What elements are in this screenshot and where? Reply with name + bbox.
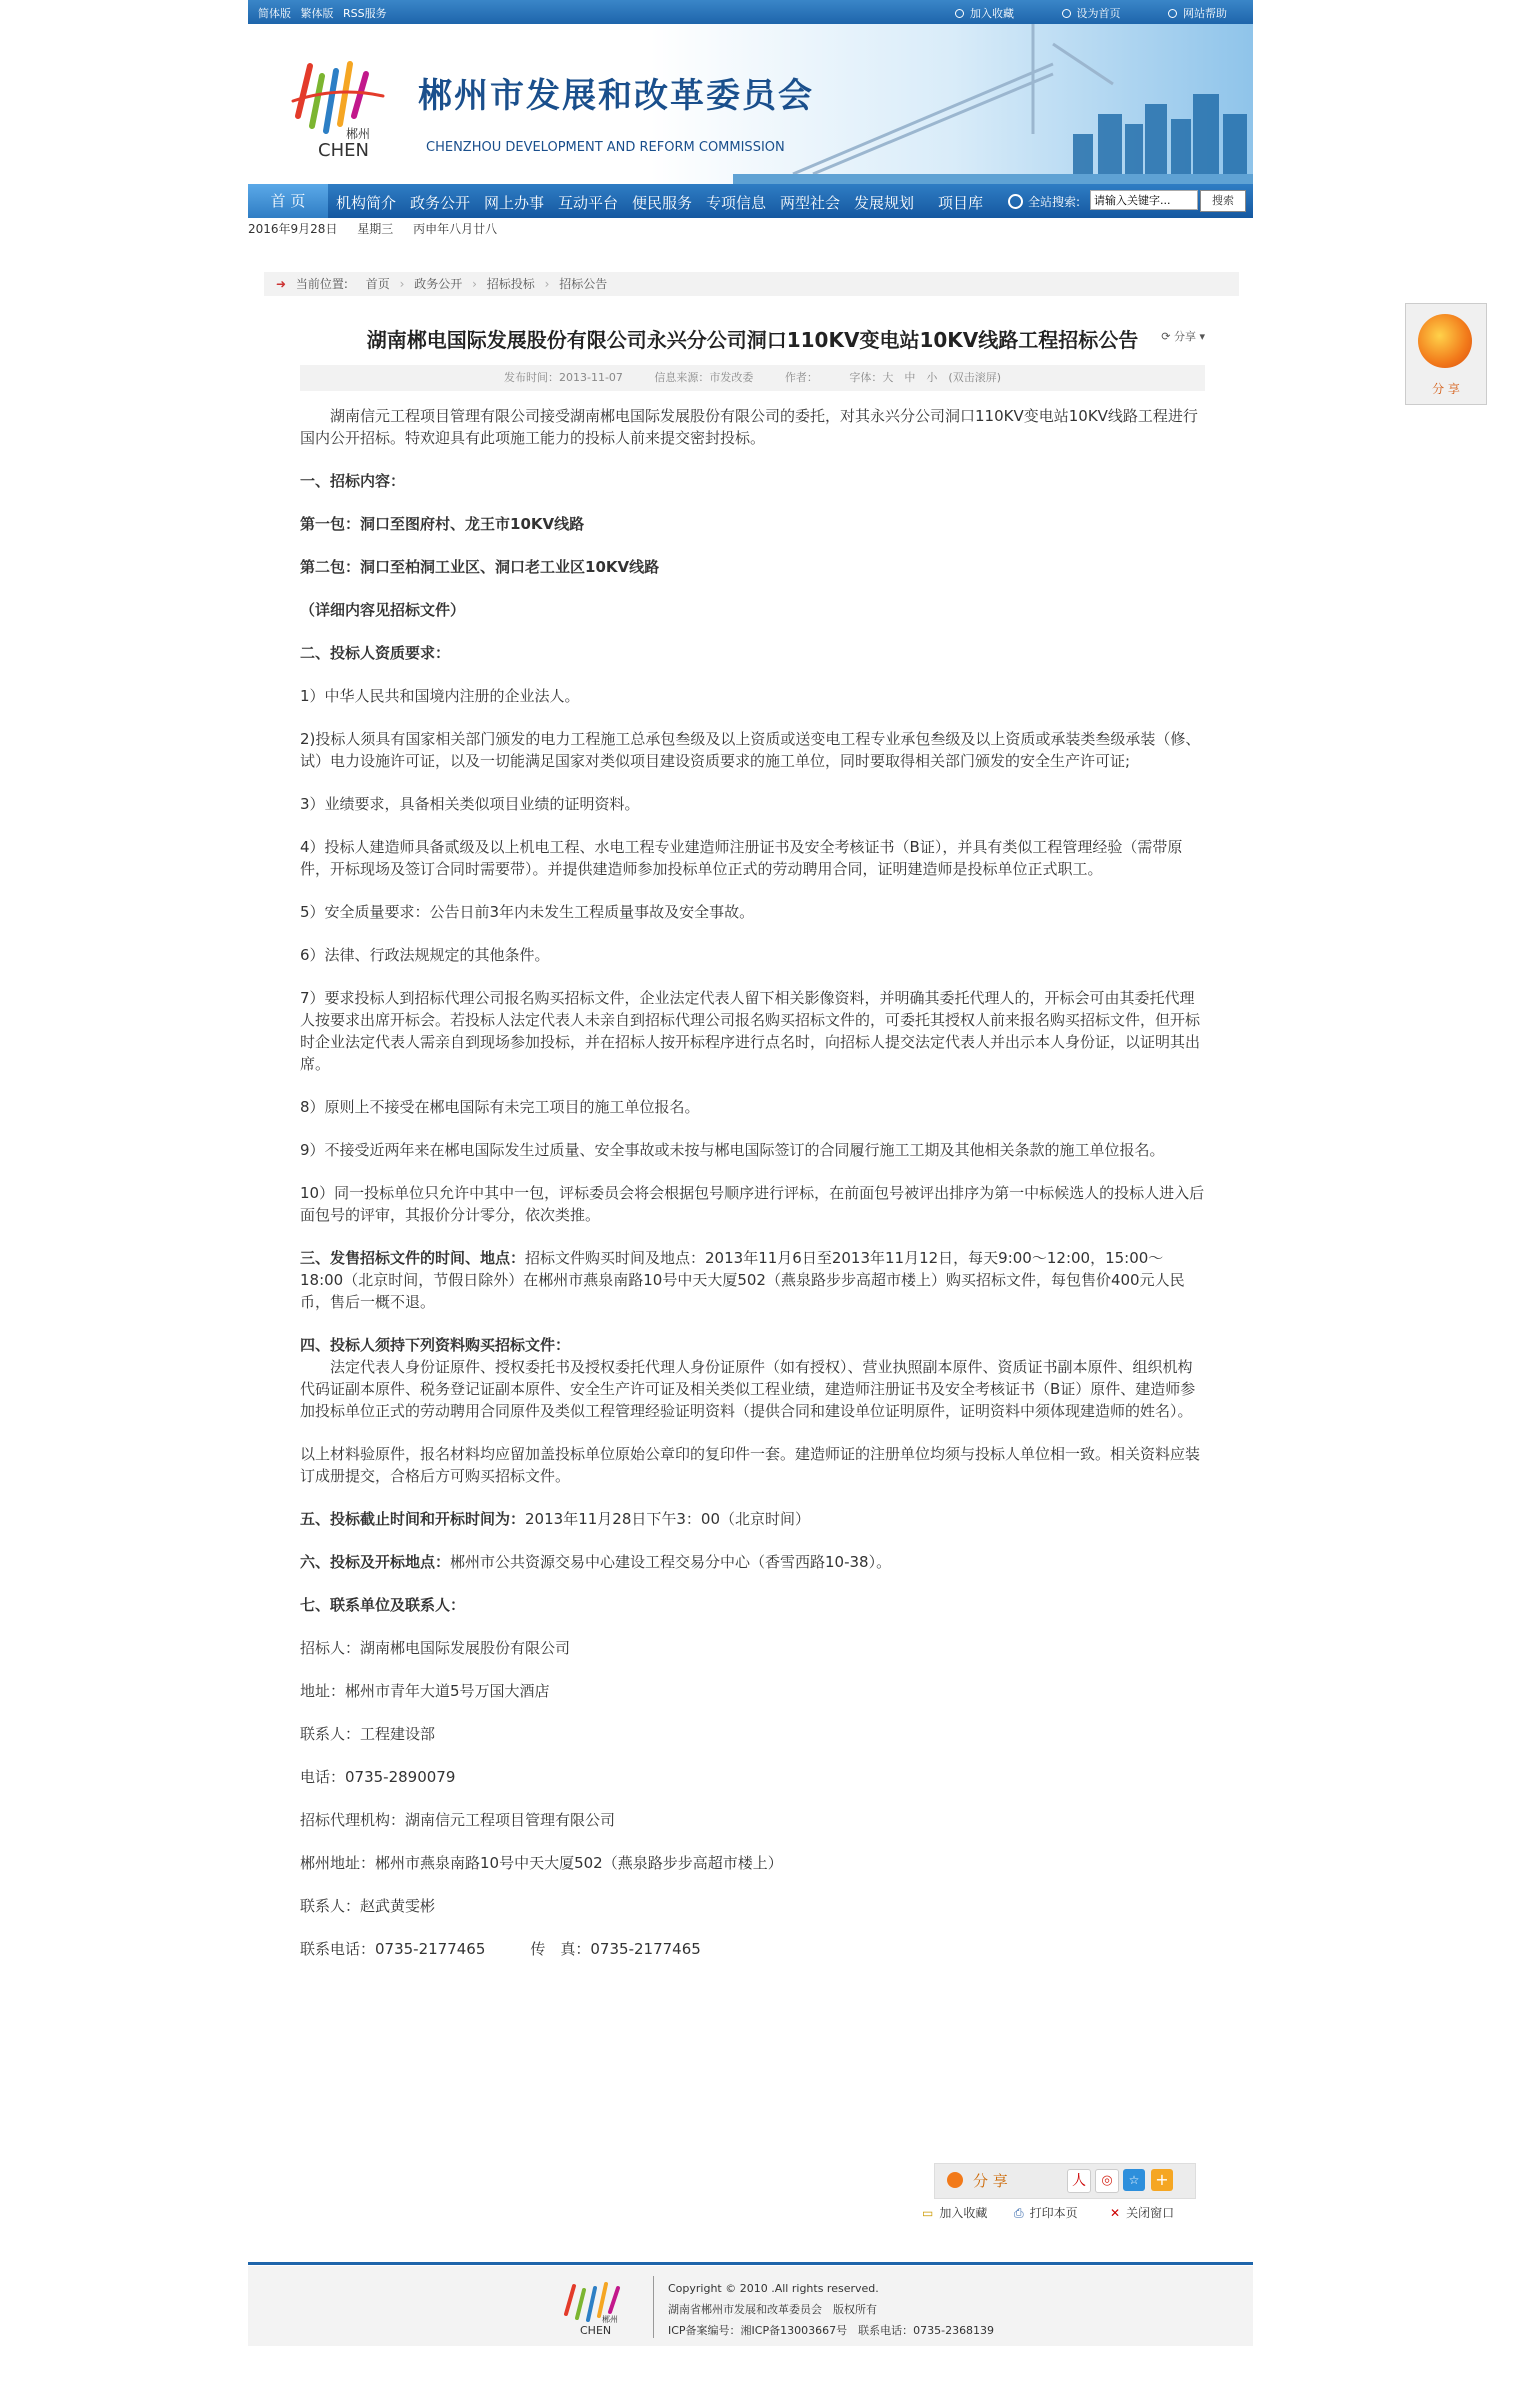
article-paragraph: 2)投标人须具有国家相关部门颁发的电力工程施工总承包叁级及以上资质或送变电工程专业承包叁级及以上资质或承装类叁级承装（修、试）电力设施许可证，以及一切能满足国家对类似项目建设资质要求的施工单位，同时要取得相关部门颁发的安全生产许可证; xyxy=(300,730,1201,770)
article-paragraph: 二、投标人资质要求： xyxy=(300,644,451,662)
paragraph-gap xyxy=(300,1659,1205,1680)
share-label[interactable]: 分 享 xyxy=(947,2170,1008,2191)
chevron-right-icon: › xyxy=(472,277,477,291)
more-icon[interactable]: + xyxy=(1151,2169,1173,2191)
paragraph-gap xyxy=(300,966,1205,987)
nav-item-special-info[interactable]: 专项信息 xyxy=(706,194,767,212)
article-paragraph: （详细内容见招标文件） xyxy=(300,601,466,619)
lunar-date: 丙申年八月廿八 xyxy=(413,222,498,236)
article-paragraph: 4）投标人建造师具备贰级及以上机电工程、水电工程专业建造师注册证书及安全考核证书（B证），并具有类似工程管理经验（需带原件，开标现场及签订合同时需要带）。并提供建造师参加投标单位正式的劳动聘用合同，证明建造师是投标单位正式职工。 xyxy=(300,838,1183,878)
article-paragraph xyxy=(300,1508,1205,1530)
share-logo-icon xyxy=(947,2172,963,2188)
paragraph-gap xyxy=(300,923,1205,944)
paragraph-gap xyxy=(300,1118,1205,1139)
nav-item-about[interactable]: 机构简介 xyxy=(336,194,397,212)
search-input[interactable] xyxy=(1090,190,1198,210)
paragraph-gap xyxy=(300,1573,1205,1594)
article-body xyxy=(300,405,1205,1960)
quick-links xyxy=(911,5,1227,21)
paragraph-gap xyxy=(300,1874,1205,1895)
article-paragraph: 1）中华人民共和国境内注册的企业法人。 xyxy=(300,687,580,705)
share-bar xyxy=(934,2163,1196,2199)
paragraph-gap xyxy=(300,1075,1205,1096)
circle-icon xyxy=(1062,9,1071,18)
paragraph-gap xyxy=(300,1530,1205,1551)
info-source: 信息来源：市发改委 xyxy=(654,371,754,384)
article-paragraph: 9）不接受近两年来在郴电国际发生过质量、安全事故或未按与郴电国际签订的合同履行施工工期及其他相关条款的施工单位报名。 xyxy=(300,1141,1165,1159)
article-paragraph: 地址：郴州市青年大道5号万国大酒店 xyxy=(300,1682,550,1700)
breadcrumb-gov-affairs[interactable]: 政务公开 xyxy=(414,277,463,291)
nav-item-online-service[interactable]: 网上办事 xyxy=(484,194,545,212)
add-favorite-util[interactable]: ▭ 加入收藏 xyxy=(922,2206,988,2220)
paragraph-gap xyxy=(300,772,1205,793)
share-logo-icon xyxy=(1418,314,1472,368)
article-paragraph: 5）安全质量要求：公告日前3年内未发生工程质量事故及安全事故。 xyxy=(300,903,755,921)
paragraph-gap xyxy=(300,449,1205,470)
article-paragraph: 电话：0735-2890079 xyxy=(300,1768,456,1786)
print-page-util[interactable]: ⎙ 打印本页 xyxy=(1014,2206,1078,2220)
nav-home[interactable]: 首 页 xyxy=(248,184,328,218)
article-paragraph xyxy=(300,1247,1205,1313)
article xyxy=(300,300,1205,1960)
nav-item-project-library[interactable]: 项目库 xyxy=(938,194,984,212)
add-favorite-link[interactable]: 加入收藏 xyxy=(955,7,1014,20)
site-title: 郴州市发展和改革委员会 xyxy=(418,76,814,116)
paragraph-gap xyxy=(300,578,1205,599)
lang-traditional[interactable]: 繁体版 xyxy=(300,7,334,20)
article-paragraph xyxy=(300,1334,1205,1422)
article-paragraph: 一、招标内容： xyxy=(300,472,406,490)
section-heading: 六、投标及开标地点： xyxy=(300,1553,451,1571)
author: 作者： xyxy=(784,371,818,384)
article-title-text: 湖南郴电国际发展股份有限公司永兴分公司洞口110KV变电站10KV线路工程招标公告 xyxy=(366,328,1139,352)
section-heading: 四、投标人须持下列资料购买招标文件： xyxy=(300,1336,571,1354)
article-paragraph: 第二包：洞口至柏洞工业区、洞口老工业区10KV线路 xyxy=(300,558,660,576)
nav-item-interaction[interactable]: 互动平台 xyxy=(558,194,619,212)
article-paragraph: 七、联系单位及联系人： xyxy=(300,1596,466,1614)
article-paragraph: 以上材料验原件，报名材料均应留加盖投标单位原始公章印的复印件一套。建造师证的注册单位均须与投标人单位相一致。相关资料应装订成册提交，合格后方可购买招标文件。 xyxy=(300,1445,1201,1485)
circle-icon xyxy=(1168,9,1177,18)
section-heading: 三、发售招标文件的时间、地点： xyxy=(300,1249,526,1267)
page-wrapper xyxy=(248,0,1253,2337)
site-help-link[interactable]: 网站帮助 xyxy=(1168,7,1227,20)
search-icon xyxy=(1008,194,1023,209)
top-bar xyxy=(248,0,1253,24)
printer-icon: ⎙ xyxy=(1014,2206,1024,2220)
footer-text xyxy=(668,2278,994,2341)
paragraph-gap xyxy=(300,492,1205,513)
breadcrumb xyxy=(264,272,1239,296)
svg-text:郴州: 郴州 xyxy=(346,127,371,141)
breadcrumb-bid-notice[interactable]: 招标公告 xyxy=(559,277,608,291)
owner: 湖南省郴州市发展和改革委员会 版权所有 xyxy=(668,2303,877,2316)
article-paragraph xyxy=(300,1551,1205,1573)
chevron-right-icon: › xyxy=(544,277,550,291)
article-paragraph: 6）法律、行政法规规定的其他条件。 xyxy=(300,946,550,964)
paragraph-gap xyxy=(300,621,1205,642)
rss-link[interactable]: RSS服务 xyxy=(343,7,387,20)
article-paragraph: 联系电话：0735-2177465 传 真：0735-2177465 xyxy=(300,1940,701,1958)
paragraph-gap xyxy=(300,1788,1205,1809)
section-text: 招标文件购买时间及地点：2013年11月6日至2013年11月12日，每天9:00～12:00，15:00～18:00（北京时间，节假日除外）在郴州市燕泉南路10号中天大厦502（燕泉路步步高超市楼上）购买招标文件，每包售价400元人民币，售后一概不退。 xyxy=(300,1249,1185,1311)
paragraph-gap xyxy=(300,707,1205,728)
footer-divider xyxy=(248,2262,1253,2265)
svg-text:郴州: 郴州 xyxy=(602,2315,618,2324)
paragraph-gap xyxy=(300,1616,1205,1637)
date-bar xyxy=(248,218,1253,240)
chevron-right-icon: › xyxy=(399,277,405,291)
article-paragraph: 招标人：湖南郴电国际发展股份有限公司 xyxy=(300,1639,571,1657)
article-paragraph: 第一包：洞口至图府村、龙王市10KV线路 xyxy=(300,515,585,533)
current-weekday: 星期三 xyxy=(357,222,394,236)
article-paragraph: 湖南信元工程项目管理有限公司接受湖南郴电国际发展股份有限公司的委托，对其永兴分公司洞口110KV变电站10KV线路工程进行国内公开招标。特欢迎具有此项施工能力的投标人前来提交密封投标。 xyxy=(300,407,1198,447)
paragraph-gap xyxy=(300,1226,1205,1247)
current-date: 2016年9月28日 xyxy=(248,222,338,236)
close-icon: ✕ xyxy=(1110,2206,1121,2220)
renren-icon[interactable]: 人 xyxy=(1067,2169,1091,2193)
section-text: 郴州市公共资源交易中心建设工程交易分中心（香雪西路10-38）。 xyxy=(450,1553,892,1571)
paragraph-gap xyxy=(300,1422,1205,1443)
copyright: Copyright © 2010 .All rights reserved. xyxy=(668,2282,879,2295)
paragraph-gap xyxy=(300,880,1205,901)
paragraph-gap xyxy=(300,1313,1205,1334)
banner-skyline-graphic xyxy=(733,24,1253,184)
svg-text:CHEN: CHEN xyxy=(580,2324,612,2337)
paragraph-gap xyxy=(300,815,1205,836)
paragraph-gap xyxy=(300,664,1205,685)
svg-text:CHEN: CHEN xyxy=(318,140,369,161)
weibo-icon[interactable]: ◎ xyxy=(1095,2169,1119,2193)
article-paragraph: 联系人：工程建设部 xyxy=(300,1725,436,1743)
section-heading: 五、投标截止时间和开标时间为： xyxy=(300,1510,526,1528)
article-paragraph: 3）业绩要求，具备相关类似项目业绩的证明资料。 xyxy=(300,795,640,813)
article-meta xyxy=(300,365,1205,391)
footer-logo xyxy=(558,2278,638,2338)
share-small-button[interactable]: ⟳ 分享 ▾ xyxy=(1161,330,1205,343)
floating-share-label: 分 享 xyxy=(1432,382,1460,396)
article-paragraph: 10）同一投标单位只允许中其中一包，评标委员会将会根据包号顺序进行评标，在前面包号被评出排序为第一中标候选人的投标人进入后面包号的评审，其报价分计零分，依次类推。 xyxy=(300,1184,1205,1224)
article-paragraph: 招标代理机构：湖南信元工程项目管理有限公司 xyxy=(300,1811,616,1829)
paragraph-gap xyxy=(300,1917,1205,1938)
folder-icon: ▭ xyxy=(922,2206,934,2220)
section-text: 法定代表人身份证原件、授权委托书及授权委托代理人身份证原件（如有授权）、营业执照副本原件、资质证书副本原件、组织机构代码证副本原件、税务登记证副本原件、安全生产许可证及相关类似工程业绩，建造师注册证书及安全考核证书（B证）原件、建造师参加投标单位正式的劳动聘用合同原件及类似工程管理经验证明资料（提供合同和建设单位证明原件，证明资料中须体现建造师的姓名）。 xyxy=(300,1358,1196,1420)
article-paragraph: 7）要求投标人到招标代理公司报名购买招标文件，企业法定代表人留下相关影像资料，并明确其委托代理人的，开标会可由其委托代理人按要求出席开标会。若投标人法定代表人未亲自到招标代理公司报名购买招标文件的，可委托其授权人前来报名购买招标文件，但开标时企业法定代表人需亲自到现场参加投标，并在招标人按开标程序进行点名时，向招标人提交法定代表人并出示本人身份证，以证明其出席。 xyxy=(300,989,1201,1073)
font-size-control[interactable]: 字体：大 中 小 (双击滚屏) xyxy=(849,371,1002,384)
paragraph-gap xyxy=(300,1745,1205,1766)
main-nav xyxy=(248,184,1253,218)
article-paragraph: 郴州地址：郴州市燕泉南路10号中天大厦502（燕泉路步步高超市楼上） xyxy=(300,1854,783,1872)
article-title xyxy=(300,324,1205,353)
set-homepage-link[interactable]: 设为首页 xyxy=(1062,7,1121,20)
circle-icon xyxy=(955,9,964,18)
article-paragraph: 8）原则上不接受在郴电国际有未完工项目的施工单位报名。 xyxy=(300,1098,700,1116)
footer-separator xyxy=(653,2276,654,2338)
qzone-icon[interactable]: ☆ xyxy=(1123,2169,1145,2191)
paragraph-gap xyxy=(300,1702,1205,1723)
breadcrumb-bidding[interactable]: 招标投标 xyxy=(486,277,535,291)
search-button[interactable]: 搜索 xyxy=(1200,190,1246,212)
arrow-icon: ➜ xyxy=(276,277,287,291)
close-window-util[interactable]: ✕ 关闭窗口 xyxy=(1110,2206,1175,2220)
nav-item-public-service[interactable]: 便民服务 xyxy=(632,194,693,212)
paragraph-gap xyxy=(300,535,1205,556)
breadcrumb-home[interactable]: 首页 xyxy=(365,277,390,291)
nav-item-gov-affairs[interactable]: 政务公开 xyxy=(410,194,471,212)
article-paragraph: 联系人：赵武黄雯彬 xyxy=(300,1897,436,1915)
site-title-english: CHENZHOU DEVELOPMENT AND REFORM COMMISSION xyxy=(426,140,785,155)
icp-info: ICP备案编号：湘ICP备13003667号 联系电话：0735-2368139 xyxy=(668,2324,995,2337)
site-logo[interactable] xyxy=(288,46,388,166)
nav-item-two-type-society[interactable]: 两型社会 xyxy=(780,194,841,212)
publish-date: 发布时间：2013-11-07 xyxy=(503,371,623,384)
paragraph-gap xyxy=(300,1487,1205,1508)
footer xyxy=(248,2266,1253,2346)
search-label: 全站搜索: xyxy=(1028,195,1081,209)
section-text: 2013年11月28日下午3：00（北京时间） xyxy=(525,1510,810,1528)
language-links xyxy=(258,5,393,21)
nav-item-planning[interactable]: 发展规划 xyxy=(854,194,915,212)
header-banner xyxy=(248,24,1253,184)
paragraph-gap xyxy=(300,1831,1205,1852)
paragraph-gap xyxy=(300,1161,1205,1182)
breadcrumb-prefix: 当前位置: xyxy=(295,277,348,291)
floating-share-button[interactable] xyxy=(1405,303,1487,405)
lang-simplified[interactable]: 简体版 xyxy=(258,7,291,20)
